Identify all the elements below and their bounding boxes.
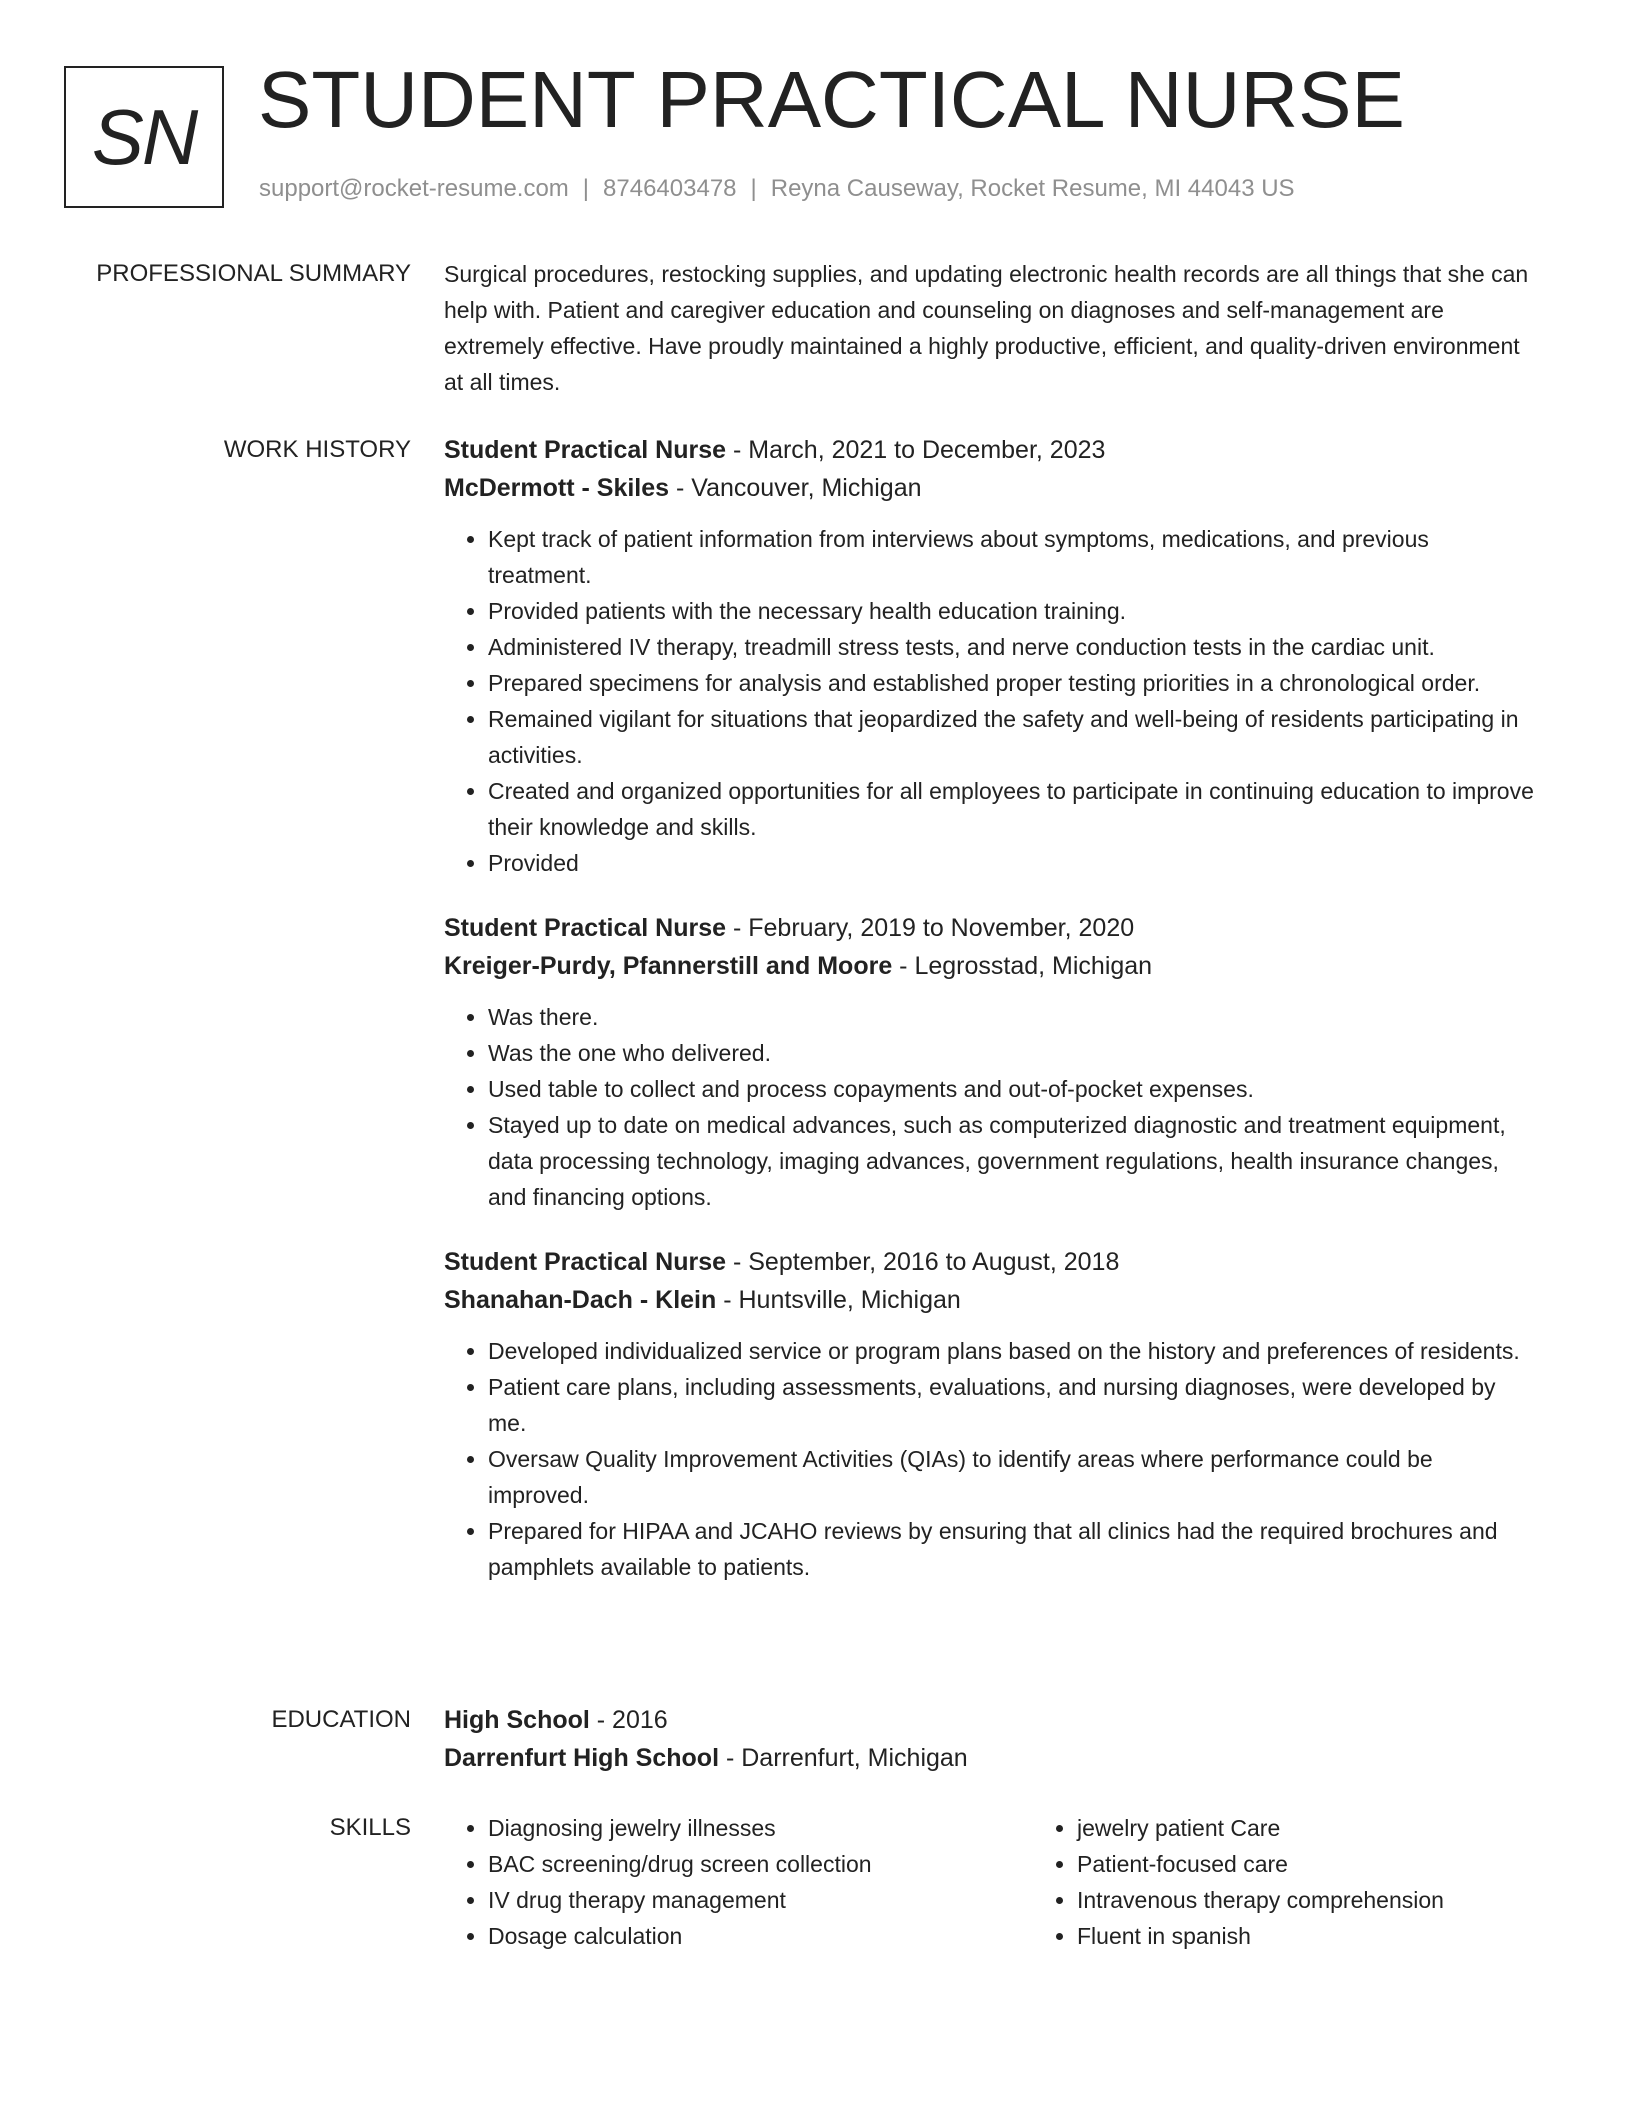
- job-bullets: [444, 521, 1534, 881]
- section-label-work-history: WORK HISTORY: [223, 436, 411, 463]
- job-title-line: [444, 431, 1534, 469]
- education-year: - 2016: [589, 1706, 668, 1734]
- contact-phone[interactable]: 8746403478: [603, 175, 737, 202]
- job-bullet: • Prepared specimens for analysis and established proper testing priorities in a chronological order.: [488, 665, 1534, 701]
- monogram-logo: SN: [64, 66, 224, 208]
- job-location: - Legrosstad, Michigan: [892, 952, 1153, 980]
- job-bullets: [444, 999, 1534, 1215]
- skill-item: • Fluent in spanish: [1077, 1918, 1444, 1954]
- skill-item: • Patient-focused care: [1077, 1846, 1444, 1882]
- work-history-body: [444, 431, 1534, 1613]
- job-title: Student Practical Nurse: [444, 436, 727, 464]
- resume-name-title: STUDENT PRACTICAL NURSE: [258, 55, 1405, 144]
- skills-column-left: [444, 1810, 1033, 1954]
- job-bullet: • Created and organized opportunities for all employees to participate in continuing education to improve their knowledge and skills.: [488, 773, 1534, 845]
- skill-item: • BAC screening/drug screen collection: [488, 1846, 1033, 1882]
- job-location: - Vancouver, Michigan: [669, 474, 922, 502]
- job-bullets: [444, 1333, 1534, 1585]
- education-degree: High School: [444, 1706, 590, 1734]
- job-bullet: • Administered IV therapy, treadmill stress tests, and nerve conduction tests in the cardiac unit.: [488, 629, 1534, 665]
- job-title-line: [444, 909, 1534, 947]
- job-bullet: • Kept track of patient information from interviews about symptoms, medications, and previous treatment.: [488, 521, 1534, 593]
- job-location: - Huntsville, Michigan: [716, 1286, 961, 1314]
- job-bullet: • Stayed up to date on medical advances, such as computerized diagnostic and treatment equipment, data processing technology, imaging advances, government regulations, health insurance changes, and financing options.: [488, 1107, 1534, 1215]
- contact-separator: |: [582, 175, 590, 202]
- section-label-skills: SKILLS: [329, 1814, 411, 1841]
- section-label-education: EDUCATION: [271, 1706, 411, 1733]
- education-school: Darrenfurt High School: [444, 1744, 720, 1772]
- job-company-line: [444, 1281, 1534, 1319]
- job-bullet: • Provided: [488, 845, 1534, 881]
- job-company-line: [444, 947, 1534, 985]
- job-title-line: [444, 1243, 1534, 1281]
- job-bullet: • Was the one who delivered.: [488, 1035, 1534, 1071]
- skills-column-right: [1033, 1810, 1444, 1954]
- contact-separator: |: [750, 175, 757, 202]
- job-company-line: [444, 469, 1534, 507]
- skill-item: • IV drug therapy management: [488, 1882, 1033, 1918]
- job-company: McDermott - Skiles: [444, 474, 670, 502]
- skill-item: • Intravenous therapy comprehension: [1077, 1882, 1444, 1918]
- job-bullet: • Remained vigilant for situations that jeopardized the safety and well-being of residents participating in activities.: [488, 701, 1534, 773]
- job-company: Shanahan-Dach - Klein: [444, 1286, 717, 1314]
- education-location: - Darrenfurt, Michigan: [719, 1744, 968, 1772]
- skills-grid: [444, 1810, 1534, 1954]
- job-title: Student Practical Nurse: [444, 914, 727, 942]
- job-entry: [444, 1243, 1534, 1585]
- job-entry: [444, 431, 1534, 881]
- section-label-summary: PROFESSIONAL SUMMARY: [96, 260, 411, 287]
- job-dates: - March, 2021 to December, 2023: [726, 436, 1106, 464]
- contact-email[interactable]: support@rocket-resume.com: [259, 175, 569, 202]
- contact-line: [259, 175, 1295, 203]
- job-bullet: • Developed individualized service or program plans based on the history and preferences of residents.: [488, 1333, 1534, 1369]
- skill-item: • Diagnosing jewelry illnesses: [488, 1810, 1033, 1846]
- skill-item: • jewelry patient Care: [1077, 1810, 1444, 1846]
- contact-address: Reyna Causeway, Rocket Resume, MI 44043 US: [770, 175, 1295, 202]
- job-entry: [444, 909, 1534, 1215]
- education-school-line: [444, 1739, 1534, 1777]
- job-bullet: • Prepared for HIPAA and JCAHO reviews by ensuring that all clinics had the required brochures and pamphlets available to patients.: [488, 1513, 1534, 1585]
- skills-body: [444, 1810, 1534, 1954]
- education-degree-line: [444, 1701, 1534, 1739]
- education-body: [444, 1701, 1534, 1777]
- job-dates: - September, 2016 to August, 2018: [726, 1248, 1120, 1276]
- skill-item: • Dosage calculation: [488, 1918, 1033, 1954]
- job-bullet: • Used table to collect and process copayments and out-of-pocket expenses.: [488, 1071, 1534, 1107]
- job-dates: - February, 2019 to November, 2020: [726, 914, 1135, 942]
- job-company: Kreiger-Purdy, Pfannerstill and Moore: [444, 952, 893, 980]
- job-bullet: • Provided patients with the necessary health education training.: [488, 593, 1534, 629]
- summary-text: Surgical procedures, restocking supplies, and updating electronic health records are all things that she can help with. Patient and caregiver education and counseling on diagnoses and self-management are extremely effective. Have proudly maintained a highly productive, efficient, and quality-driven environment at all times.: [444, 261, 1529, 395]
- job-bullet: • Patient care plans, including assessments, evaluations, and nursing diagnoses, were developed by me.: [488, 1369, 1534, 1441]
- job-title: Student Practical Nurse: [444, 1248, 727, 1276]
- job-bullet: • Oversaw Quality Improvement Activities (QIAs) to identify areas where performance could be improved.: [488, 1441, 1534, 1513]
- job-bullet: • Was there.: [488, 999, 1534, 1035]
